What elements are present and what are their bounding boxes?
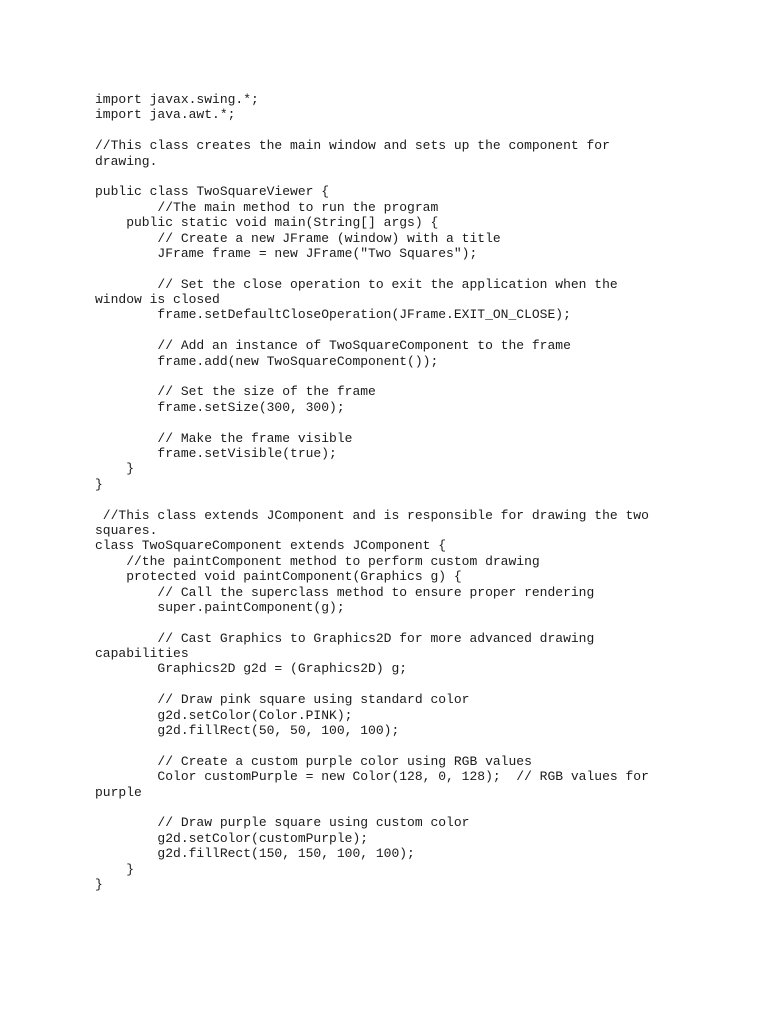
code-line: //This class creates the main window and sets up the component for	[95, 138, 610, 154]
code-line: Graphics2D g2d = (Graphics2D) g;	[95, 661, 408, 677]
code-line: //the paintComponent method to perform custom drawing	[95, 553, 540, 569]
code-line: // Add an instance of TwoSquareComponent to the frame	[95, 338, 571, 354]
code-line	[95, 415, 695, 430]
code-line	[95, 369, 695, 384]
code-line: public class TwoSquareViewer {	[95, 184, 330, 200]
code-line: frame.setVisible(true);	[95, 445, 337, 461]
code-line: squares.	[95, 522, 158, 538]
code-line	[95, 323, 695, 338]
code-line: // Set the size of the frame	[95, 384, 376, 400]
code-line: super.paintComponent(g);	[95, 599, 345, 615]
code-line: }	[95, 876, 103, 892]
code-line: // Set the close operation to exit the application when the	[95, 276, 618, 292]
code-line	[95, 738, 695, 753]
code-line: // Create a new JFrame (window) with a title	[95, 230, 501, 246]
code-line	[95, 261, 695, 276]
code-line: frame.add(new TwoSquareComponent());	[95, 353, 439, 369]
code-line	[95, 169, 695, 184]
code-line: capabilities	[95, 646, 189, 662]
code-line: }	[95, 461, 135, 477]
code-line: // Draw pink square using standard color	[95, 692, 470, 708]
code-line	[95, 492, 695, 507]
code-line	[95, 800, 695, 815]
code-line	[95, 677, 695, 692]
code-line: // Make the frame visible	[95, 430, 353, 446]
code-line: class TwoSquareComponent extends JComponent {	[95, 538, 447, 554]
code-line: frame.setDefaultCloseOperation(JFrame.EXIT_ON_CLOSE);	[95, 307, 571, 323]
code-line: // Call the superclass method to ensure proper rendering	[95, 584, 595, 600]
code-listing	[95, 92, 695, 892]
code-line	[95, 123, 695, 138]
code-line: // Draw purple square using custom color	[95, 815, 470, 831]
code-line: import java.awt.*;	[95, 107, 236, 123]
code-line: g2d.setColor(customPurple);	[95, 830, 369, 846]
code-line: }	[95, 476, 103, 492]
code-line: //This class extends JComponent and is responsible for drawing the two	[95, 507, 649, 523]
code-line: // Create a custom purple color using RGB values	[95, 753, 532, 769]
code-line: g2d.fillRect(50, 50, 100, 100);	[95, 723, 400, 739]
code-line: }	[95, 861, 135, 877]
code-line: g2d.fillRect(150, 150, 100, 100);	[95, 846, 415, 862]
code-line: purple	[95, 784, 142, 800]
code-line	[95, 615, 695, 630]
code-line: //The main method to run the program	[95, 199, 439, 215]
code-line: public static void main(String[] args) {	[95, 215, 439, 231]
code-line: frame.setSize(300, 300);	[95, 399, 345, 415]
code-line: JFrame frame = new JFrame("Two Squares");	[95, 245, 478, 261]
code-line: import javax.swing.*;	[95, 92, 259, 107]
code-line: Color customPurple = new Color(128, 0, 128); // RGB values for	[95, 769, 649, 785]
code-line: window is closed	[95, 292, 220, 308]
code-line: // Cast Graphics to Graphics2D for more advanced drawing	[95, 630, 595, 646]
code-line: protected void paintComponent(Graphics g) {	[95, 569, 462, 585]
code-line: g2d.setColor(Color.PINK);	[95, 707, 353, 723]
code-line: drawing.	[95, 153, 158, 169]
